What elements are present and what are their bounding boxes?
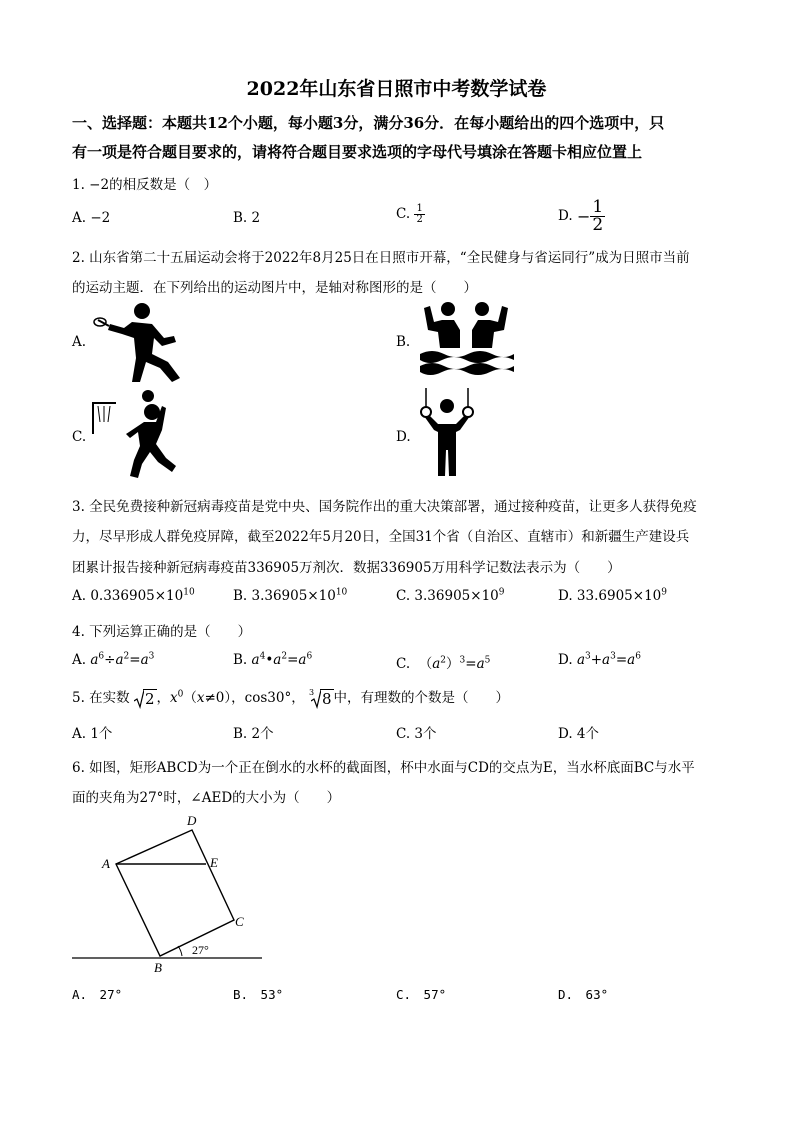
q5-option-c: C. 3个 bbox=[396, 726, 437, 742]
q5-option-a: A. 1个 bbox=[72, 726, 113, 742]
section-heading-line2: 有一项是符合题目要求的，请将符合题目要求选项的字母代号填涂在答题卡相应位置上 bbox=[72, 143, 643, 161]
q1-stem: 1. −2的相反数是（ ） bbox=[72, 177, 218, 193]
rectangle-cup-figure bbox=[70, 810, 270, 980]
q1-option-c: C. $\frac{1}{2}$ bbox=[396, 203, 423, 225]
q3-stem-line2: 力，尽早形成人群免疫屏障，截至2022年5月20日，全国31个省（自治区、直辖市）和新疆生产建设兵 bbox=[72, 529, 690, 545]
badminton-player-image bbox=[92, 302, 190, 384]
q1-option-d-fraction: $\frac{1}{2}$ bbox=[592, 197, 604, 235]
q6-stem-line2: 面的夹角为27°时，∠AED的大小为（ ） bbox=[72, 790, 341, 806]
cbrt-8: 3 8 bbox=[309, 687, 332, 708]
q5-option-b: B. 2个 bbox=[233, 726, 274, 742]
q2-stem-line2: 的运动主题．在下列给出的运动图片中，是轴对称图形的是（ ） bbox=[72, 280, 477, 296]
q4-option-b: B. $a^4•a^2=a^6$ bbox=[233, 651, 313, 668]
q4-option-d: D. $a^3+a^3=a^6$ bbox=[558, 651, 641, 668]
vertex-label-b: B bbox=[154, 960, 162, 975]
q1-option-a: A. −2 bbox=[72, 210, 111, 226]
q1-option-d: D. − $\frac{1}{2}$ bbox=[558, 197, 604, 235]
angle-label: 27° bbox=[192, 943, 209, 957]
q4-stem: 4. 下列运算正确的是（ ） bbox=[72, 624, 252, 640]
q1-option-b: B. 2 bbox=[233, 210, 261, 226]
vertex-label-a: A bbox=[102, 856, 110, 871]
q2-option-c-label: C. bbox=[72, 429, 87, 445]
q2-stem-line1: 2. 山东省第二十五届运动会将于2022年8月25日在日照市开幕，“全民健身与省运同行”成为日照市当前 bbox=[72, 250, 690, 266]
q6-option-d: D. 63° bbox=[558, 987, 609, 1002]
rings-gymnast-image bbox=[420, 388, 474, 478]
q6-option-a: A. 27° bbox=[72, 987, 123, 1002]
q4-option-c: C. $(a^2)^3=a^5$ bbox=[396, 655, 491, 672]
q1-option-c-fraction: $\frac{1}{2}$ bbox=[416, 203, 423, 225]
vertex-label-c: C bbox=[235, 914, 244, 929]
q3-stem-line3: 团累计报告接种新冠病毒疫苗336905万剂次．数据336905万用科学记数法表示为（ ） bbox=[72, 560, 621, 576]
page-title: 2022年山东省日照市中考数学试卷 bbox=[246, 78, 547, 100]
q3-option-b: B. $3.36905\times 10^{10}$ bbox=[233, 587, 348, 604]
q3-option-c: C. $3.36905\times 10^9$ bbox=[396, 587, 505, 604]
q3-option-a: A. $0.336905\times 10^{10}$ bbox=[72, 587, 195, 604]
q3-stem-line1: 3. 全民免费接种新冠病毒疫苗是党中央、国务院作出的重大决策部署，通过接种疫苗，让更多人获得免疫 bbox=[72, 499, 697, 515]
q2-option-d-label: D. bbox=[396, 429, 411, 445]
q5-option-d: D. 4个 bbox=[558, 726, 600, 742]
section-heading-line1: 一、选择题：本题共12个小题，每小题3分，满分36分．在每小题给出的四个选项中，只 bbox=[72, 114, 665, 132]
q3-option-d: D. $33.6905\times 10^9$ bbox=[558, 587, 667, 604]
q6-option-c: C. 57° bbox=[396, 987, 447, 1002]
vertex-label-d: D bbox=[187, 813, 197, 828]
q6-stem-line1: 6. 如图，矩形ABCD为一个正在倒水的水杯的截面图，杯中水面与CD的交点为E，当水杯底面BC与水平 bbox=[72, 760, 695, 776]
basketball-player-image bbox=[90, 388, 182, 480]
vertex-label-e: E bbox=[210, 855, 218, 870]
sqrt-2: 2 bbox=[134, 690, 157, 708]
q2-option-a-label: A. bbox=[72, 334, 87, 350]
q5-stem: 5. 在实数 2 ，$x^0(x\ne 0)$，cos30°， 3 8 中，有理数的个数是（ ） bbox=[72, 687, 510, 708]
q2-option-b-label: B. bbox=[396, 334, 411, 350]
q4-option-a: A. $a^6\div a^2=a^3$ bbox=[72, 651, 155, 668]
water-polo-players-image bbox=[418, 300, 514, 380]
q6-option-b: B. 53° bbox=[233, 987, 284, 1002]
